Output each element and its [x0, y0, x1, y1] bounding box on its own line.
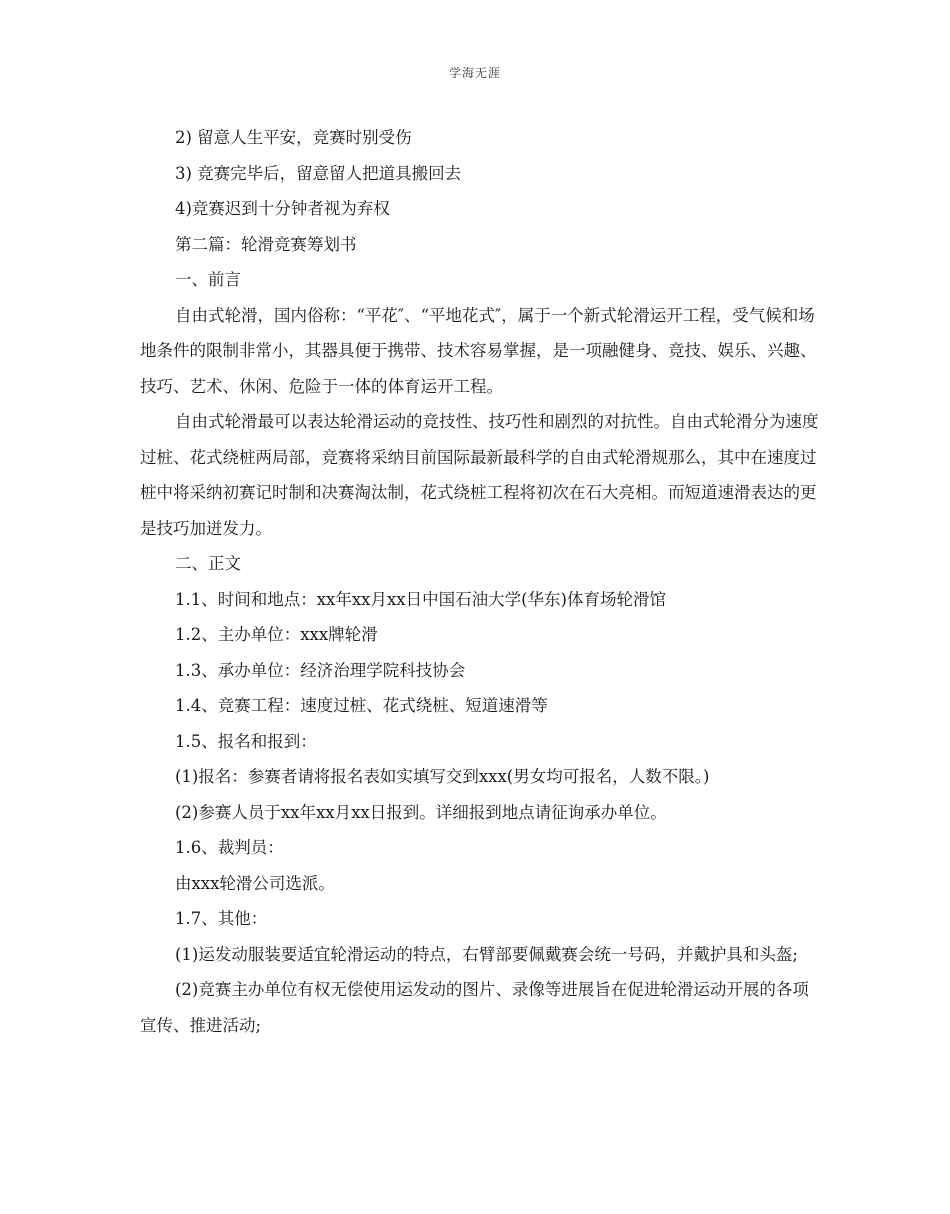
item-other-2: (2)竞赛主办单位有权无偿使用运发动的图片、录像等进展旨在促进轮滑运动开展的各项宣传、推进活动;: [140, 980, 809, 1035]
paragraph-description: 自由式轮滑最可以表达轮滑运动的竞技性、技巧性和剧烈的对抗性。自由式轮滑分为速度过桩、花式绕桩两局部，竞赛将采纳目前国际最新最科学的自由式轮滑规那么，其中在速度过桩中将采纳初赛记时制和决赛淘汰制，花式绕桩工程将初次在石大亮相。而短道速滑表达的更是技巧加迸发力。: [140, 412, 819, 538]
paragraph-intro: 自由式轮滑，国内俗称：“平花″、“平地花式″，属于一个新式轮滑运开工程，受气候和场地条件的限制非常小，其器具便于携带、技术容易掌握，是一项融健身、竞技、娱乐、兴趣、技巧、艺术、休闲、危险于一体的体育运开工程。: [140, 305, 817, 396]
item-registration: 1.5、报名和报到：: [175, 731, 317, 751]
list-item-2: 2) 留意人生平安，竞赛时别受伤: [175, 128, 412, 147]
item-events: 1.4、竞赛工程：速度过桩、花式绕桩、短道速滑等: [175, 696, 548, 715]
item-other-1: (1)运发动服装要适宜轮滑运动的特点，右臂部要佩戴赛会统一号码，并戴护具和头盔;: [175, 944, 798, 964]
item-co-organizer: 1.3、承办单位：经济治理学院科技协会: [175, 660, 466, 680]
section-title: 第二篇：轮滑竞赛筹划书: [175, 234, 357, 254]
list-item-3: 3) 竞赛完毕后，留意留人把道具搬回去: [175, 163, 462, 183]
page-header: 学海无涯: [448, 66, 501, 80]
document-body: [140, 120, 820, 1043]
item-registration-1: (1)报名：参赛者请将报名表如实填写交到xxx(男女均可报名，人数不限。): [175, 767, 710, 786]
list-item-4: 4)竞赛迟到十分钟者视为弃权: [175, 199, 390, 218]
item-time-place: 1.1、时间和地点：xx年xx月xx日中国石油大学(华东)体育场轮滑馆: [175, 589, 666, 609]
heading-main-text: 二、正文: [175, 554, 241, 573]
heading-preface: 一、前言: [175, 270, 241, 289]
item-referees-text: 由xxx轮滑公司选派。: [175, 873, 335, 893]
item-organizer: 1.2、主办单位：xxx牌轮滑: [175, 625, 378, 644]
item-other: 1.7、其他：: [175, 909, 268, 928]
item-referees: 1.6、裁判员：: [175, 838, 284, 857]
item-registration-2: (2)参赛人员于xx年xx月xx日报到。详细报到地点请征询承办单位。: [175, 802, 667, 822]
